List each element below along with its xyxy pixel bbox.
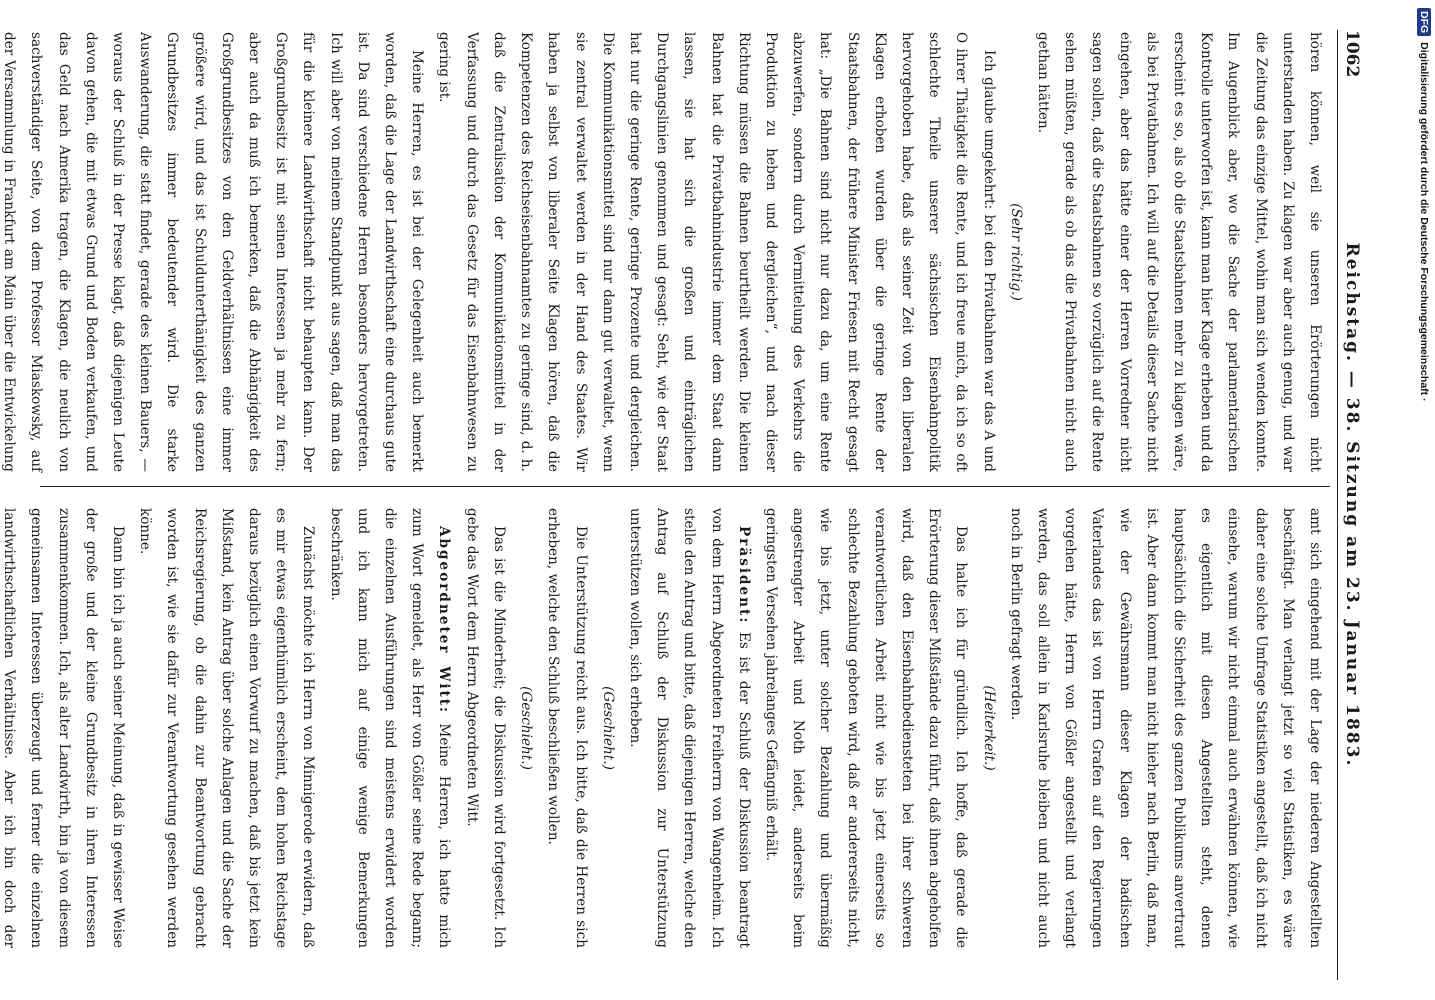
reaction: (Geschieht.) (599, 686, 616, 770)
paragraph (621, 508, 757, 948)
page-header (1337, 30, 1372, 980)
paragraph: amt sich eingehend mit der Lage der niederen Angestellten beschäftigt. Man verlangt jetzt so viel Statistiken, es wäre daher eine solche Umfrage Statistiken angestellt, daß ich nicht einsehe, warum wir nicht einmal auch erwähnen können, wie es eigentlich mit diesen Angestellten steht, denen hauptsächlich die Sicherheit des ganzen Publikums anvertraut ist. Aber dann kommt man nicht hieher nach Berlin, daß man, wie der Gewährsmann dieser Klagen der badischen Vaterlandes das ist von Herrn Grafen auf den Regierungen vorgehen hätte, Herrn von Gößler angestellt und verlangt werden, das soll allein in Karlsruhe bleiben und nicht auch noch in Berlin gefragt werden. (1007, 508, 1323, 948)
speech-text: Es ist der Schluß der Diskussion beantragt von dem Herrn Abgeordneten Freiherrn von Wangenheim. Ich stelle den Antrag und bitte, daß diejenigen Herren, welche den Antrag auf Schluß der Diskussion zur Unterstützung unterstützen wollen, sich erheben. (626, 508, 752, 948)
reaction: (Sehr richtig.) (1007, 203, 1024, 301)
speaker-label: Präsident: (735, 526, 752, 625)
left-column (1, 32, 1328, 472)
paragraph: Meine Herren, es ist bei der Gelegenheit auch bemerkt worden, daß die Lage der Landwirthschaft eine durchaus gute ist. Da sind verschiedene Herren besonders hervorgetreten. Ich will aber von meinem Standpunkt aus sagen, daß man das für die kleinere Landwirthschaft nicht behaupten kann. Der Großgrundbesitz ist mit seinen Interessen ja mehr zu fern; aber auch da muß ich bemerken, daß die Abhängigkeit des Großgrundbesitzes von den Geldverhältnissen eine immer größere wird, und das ist Schuldunterthänigkeit des ganzen Grundbesitzes immer bedeutender wird. Die starke Auswanderung, die statt findet, gerade des kleinen Bauers, — woraus der Schluß in der Presse klagt, daß diejenigen Leute davon gehen, die mit etwas Grund und Boden verkaufen, und das Geld nach Amerika tragen, die Klagen, die neulich von sachverständiger Seite, von dem Professor Miaskowsky, auf der Versammlung in Frankfurt am Main über die Entwickelung (1, 32, 426, 472)
paragraph: Die Unterstützung reicht aus. Ich bitte, daß die Herren sich erheben, welche den Schluß beschließen wollen. (545, 508, 589, 948)
speaker-label: Abgeordneter Witt: (436, 526, 453, 715)
digitization-credit (1413, 8, 1435, 998)
paragraph: hören können, weil sie unseren Erörterungen nicht unterstanden haben. Zu klagen war aber auch genug, und war die Zeitung das einzige Mittel, wohin man sich wenden konnte. Im Augenblick aber, wo die Sache der parlamentarischen Kontrolle unterworfen ist, kann man hier Klage erheben und da erscheint es so, als ob die Staatsbahnen mehr zu klagen wäre, als bei Privatbahnen. Ich will auf die Details dieser Sache nicht eingehen, aber das hätte einer der Herren Vorredner nicht sagen sollen, daß die Staatsbahnen so vorzüglich auf die Rente sehen müßten, gerade als ob das die Privatbahnen nicht auch gethan hätten. (1034, 32, 1323, 472)
credit-text: Digitalisierung gefördert durch die Deutsche Forschungsgemeinschaft · (1418, 42, 1430, 402)
paragraph: Zunächst möchte ich Herrn von Minnigerode erwidern, daß es mir etwas eigenthümlich erscheint, dem hohen Reichstage daraus bezüglich einen Vorwurf zu machen, daß bis jetzt kein Mißstand, kein Antrag über solche Anlagen und die Sache der Reichsregierung, ob die dahin zur Beantwortung gebracht worden ist, wie sie dafür zur Verantwortung gesehen werden könne. (137, 508, 317, 948)
right-column (1, 508, 1328, 948)
column-divider (40, 486, 1330, 487)
paragraph (321, 508, 457, 948)
page-number: 1062 (1342, 30, 1362, 78)
reaction: (Geschieht.) (518, 686, 535, 770)
paragraph: Ich glaube umgekehrt: bei den Privatbahnen war das A und O ihrer Thätigkeit die Rente, und ich freue mich, da ich so oft schlechte Theile unserer sächsischen Eisenbahnpolitik hervorgehoben habe, daß als seiner Zeit von den liberalen Klagen erhoben wurden über die geringe Rente der Staatsbahnen, der frühere Minister Friesen mit Recht gesagt hat: „Die Bahnen sind nicht nur dazu da, um eine Rente abzuwerfen, sondern durch Vermittelung des Verkehrs die Produktion zu heben und dergleichen“, und nach dieser Richtung müssen die Bahnen beurtheilt werden. Die kleinen Bahnen hat die Privatbahnindustrie immer dem Staat dann lassen, sie hat sich die großen und einträglichen Durchgangslinien genommen und gesagt: Seht, wie der Staat hat nur die geringe Rente, geringe Prozente und dergleichen. Die Kommunikationsmittel sind nur dann gut verwaltet, wenn sie zentral verwaltet werden in der Hand des Staates. Wir haben ja selbst von liberaler Seite Klagen hören, daß die Kompetenzen des Reichseisenbahnamtes zu geringe sind, d. h. daß die Zentralisation der Kommunikationsmittel in der Verfassung und durch das Gesetz für das Eisenbahnwesen zu gering ist. (436, 32, 997, 472)
page-title: Reichstag. — 38. Sitzung am 23. Januar 1883. (1342, 242, 1362, 768)
paragraph: Dann bin ich ja auch seiner Meinung, daß in gewisser Weise der große und der kleine Grundbesitz in ihren Interessen zusammenkommen. Ich, als alter Landwirth, bin ja von diesem gemeinsamen Interessen überzeugt und ferner die einzelnen landwirthschaftlichen Verhältnisse. Aber ich bin doch der (1, 508, 127, 948)
paragraph: Das ist die Minderheit; die Diskussion wird fortgesetzt. Ich gebe das Wort dem Herrn Abgeordneten Witt. (463, 508, 507, 948)
dfg-logo: DFG (1417, 8, 1431, 36)
speech-text: Meine Herren, ich hatte mich zum Wort gemeldet, als Herr von Gößler seine Rede begann; die einzelnen Ausführungen sind meistens erwidert worden und ich kann mich auf einige wenige Bemerkungen beschränken. (327, 508, 453, 948)
reaction: (Heiterkeit.) (980, 685, 997, 771)
paragraph: Das halte ich für gründlich. Ich hoffe, daß gerade die Erörterung dieser Mißstände dazu führt, daß ihnen abgeholfen wird, daß den Eisenbahnbediensteten bei ihrer schweren verantwortlichen Arbeit nicht wie bis jetzt einerseits so schlechte Bezahlung geboten wird, daß er andererseits nicht, wie bis jetzt, unter solcher Bezahlung und übermäßig angestrengter Arbeit und Noth leidet, anderseits beim geringsten Versehen jahrelanges Gefängniß erhält. (762, 508, 970, 948)
